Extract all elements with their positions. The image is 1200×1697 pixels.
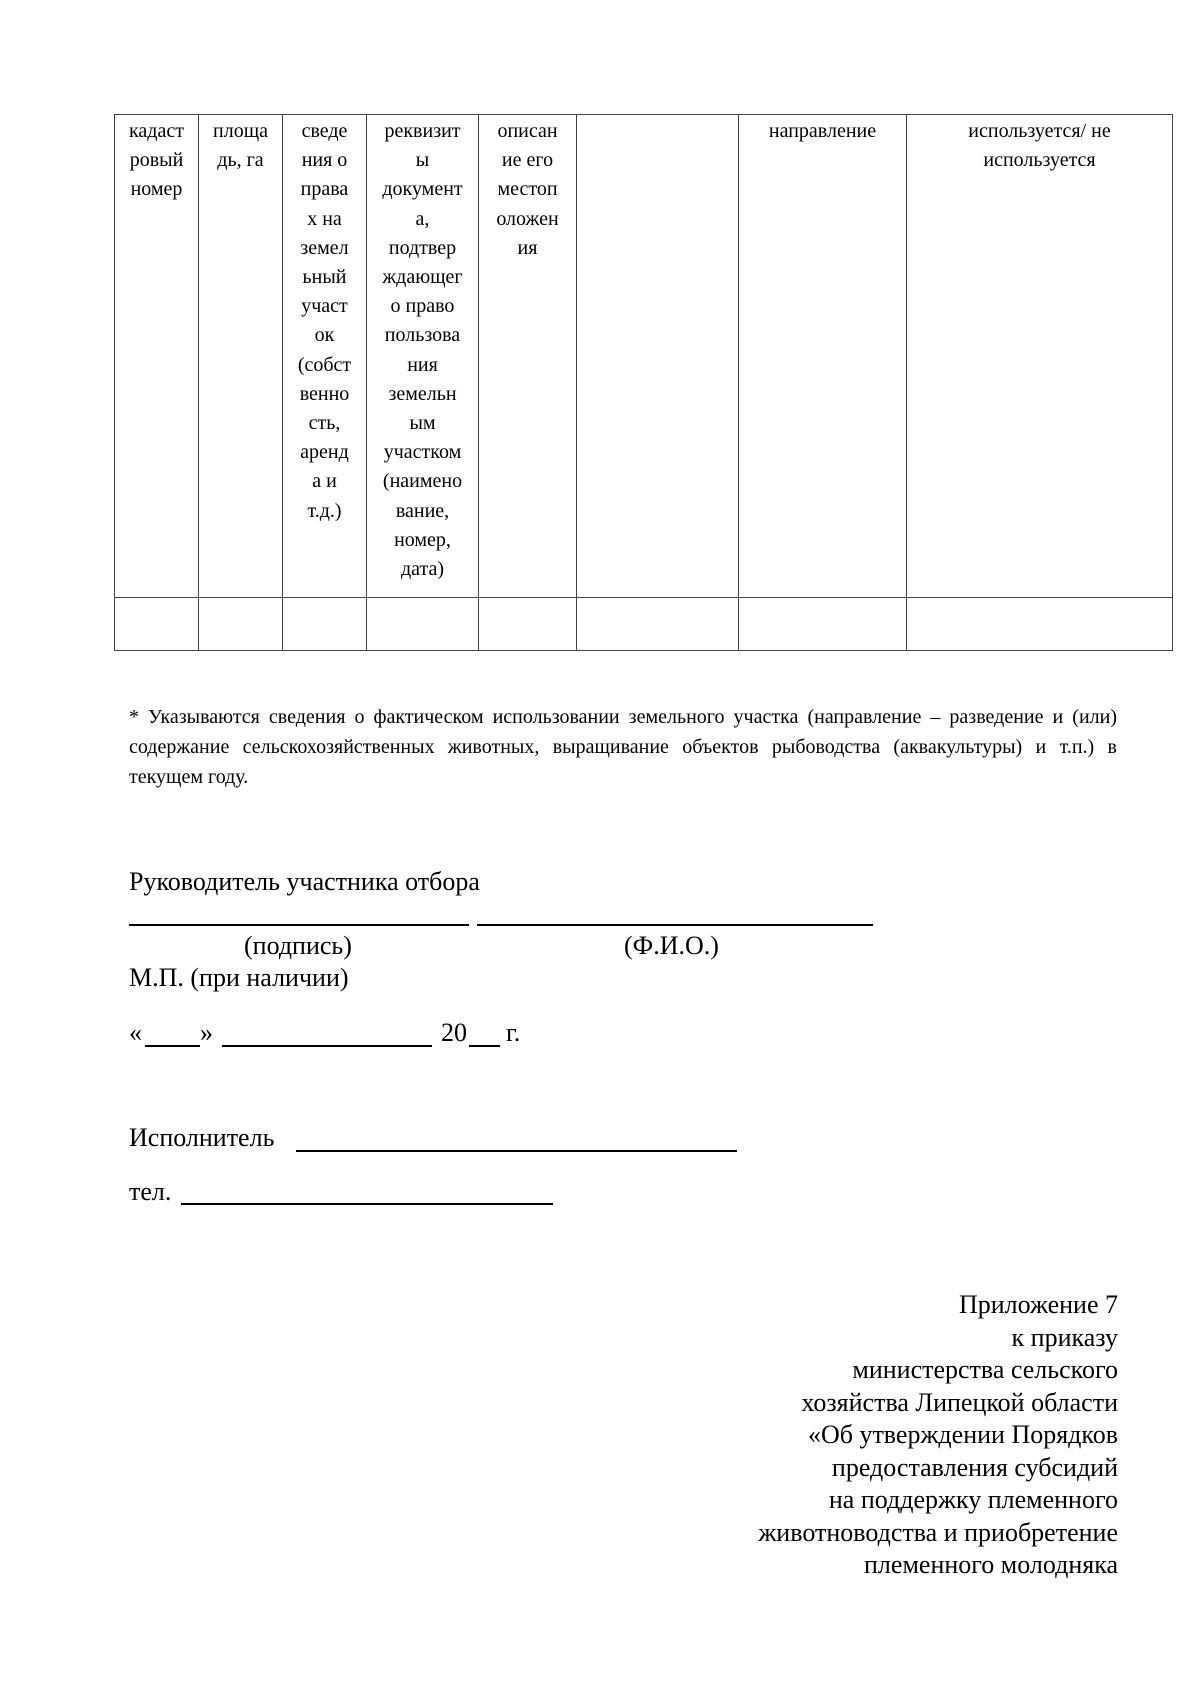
- appendix-line: к приказу: [1011, 1322, 1118, 1352]
- table-cell[interactable]: [199, 598, 283, 651]
- appendix-header: [518, 1289, 1118, 1582]
- signature-line[interactable]: [129, 924, 469, 926]
- header-cell-blank: [577, 115, 739, 598]
- table-cell[interactable]: [739, 598, 907, 651]
- head-label: Руководитель участника отбора: [129, 867, 480, 896]
- appendix-line: хозяйства Липецкой области: [801, 1387, 1118, 1417]
- date-year-line[interactable]: [469, 1045, 500, 1047]
- executor-line[interactable]: [296, 1150, 737, 1152]
- phone-line[interactable]: [181, 1203, 553, 1205]
- appendix-line: племенного молодняка: [864, 1550, 1118, 1579]
- appendix-line: животноводства и приобретение: [758, 1517, 1118, 1547]
- land-plot-table: [114, 114, 1173, 651]
- stamp-label: М.П. (при наличии): [129, 963, 349, 992]
- header-cell-cadastral-number: кадаст ровый номер: [115, 115, 199, 598]
- date-year-suffix: г.: [506, 1018, 521, 1047]
- date-close-quote: »: [200, 1018, 213, 1047]
- date-open-quote: «: [129, 1018, 142, 1047]
- name-caption: (Ф.И.О.): [624, 931, 719, 960]
- header-cell-area: площа дь, га: [199, 115, 283, 598]
- appendix-line: предоставления субсидий: [831, 1452, 1118, 1482]
- appendix-line: «Об утверждении Порядков: [807, 1420, 1118, 1449]
- header-cell-document-details: реквизит ы документ а, подтвер ждающег о право пользова ния земельн ым участком (наимено вание, номер, дата): [367, 115, 479, 598]
- executor-label: Исполнитель: [129, 1123, 275, 1152]
- name-line[interactable]: [477, 924, 873, 926]
- footnote: * Указываются сведения о фактическом использовании земельного участка (направление – разведение и (или) содержание сельскохозяйственных животных, выращивание объектов рыбоводства (аквакультуры) и т.п.) в текущем году.: [129, 706, 1117, 788]
- date-day-line[interactable]: [145, 1045, 200, 1047]
- table-row: [115, 598, 1173, 651]
- table-cell[interactable]: [479, 598, 577, 651]
- appendix-line: Приложение 7: [958, 1290, 1118, 1319]
- header-cell-location-description: описан ие его местоп оложен ия: [479, 115, 577, 598]
- header-cell-rights-info: сведе ния о права х на земел ьный участ ок (собст венно сть, аренд а и т.д.): [283, 115, 367, 598]
- table-cell[interactable]: [115, 598, 199, 651]
- table-cell[interactable]: [367, 598, 479, 651]
- appendix-line: министерства сельского: [852, 1355, 1118, 1384]
- date-month-line[interactable]: [222, 1045, 432, 1047]
- table-cell[interactable]: [577, 598, 739, 651]
- table-cell[interactable]: [907, 598, 1173, 651]
- table-header-row: [115, 115, 1173, 598]
- header-cell-direction: направление: [739, 115, 907, 598]
- appendix-line: на поддержку племенного: [828, 1485, 1118, 1514]
- signature-caption: (подпись): [244, 931, 352, 960]
- table-cell[interactable]: [283, 598, 367, 651]
- header-cell-usage-status: используется/ не используется: [907, 115, 1173, 598]
- date-year-prefix: 20: [441, 1018, 467, 1047]
- phone-label: тел.: [129, 1177, 172, 1206]
